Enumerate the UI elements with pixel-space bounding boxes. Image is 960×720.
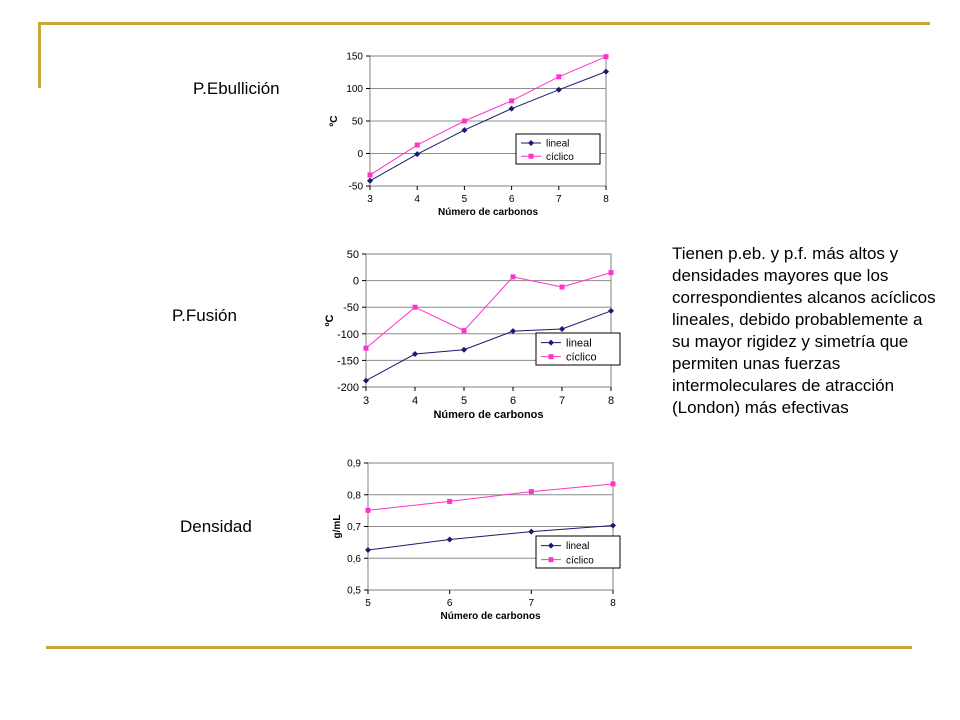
data-point (560, 284, 565, 289)
x-tick-label: 7 (558, 395, 566, 407)
y-axis-title: ºC (329, 115, 340, 127)
legend-marker (529, 154, 534, 159)
x-tick-label: 5 (461, 194, 468, 205)
y-tick-label: -50 (348, 181, 363, 193)
data-point (609, 270, 614, 275)
x-axis-title: Número de carbonos (440, 611, 541, 622)
x-tick-label: 5 (365, 598, 371, 609)
y-tick-label: 50 (346, 248, 359, 261)
legend-label: cíclico (546, 151, 574, 163)
boiling-point-chart (318, 50, 628, 232)
legend-label: cíclico (566, 555, 594, 567)
y-tick-label: 0,5 (347, 585, 361, 597)
left-rule (38, 22, 41, 88)
data-point (447, 499, 452, 504)
y-tick-label: 100 (346, 84, 363, 96)
data-point (556, 74, 561, 79)
data-point (462, 328, 467, 333)
x-tick-label: 7 (528, 598, 535, 609)
data-point (509, 98, 514, 103)
x-axis-title: Número de carbonos (433, 409, 544, 421)
y-tick-label: 50 (351, 116, 363, 128)
data-point (413, 305, 418, 310)
x-tick-label: 3 (362, 395, 370, 407)
y-tick-label: 0,7 (347, 522, 361, 534)
x-tick-label: 8 (610, 598, 616, 609)
data-point (529, 489, 534, 494)
x-tick-label: 6 (446, 598, 453, 609)
y-tick-label: 0 (357, 149, 363, 161)
y-tick-label: -100 (336, 328, 359, 341)
x-tick-label: 6 (508, 194, 515, 205)
data-point (611, 481, 616, 486)
boiling-point-chart-svg (318, 50, 628, 232)
data-point (364, 346, 369, 351)
x-tick-label: 8 (603, 194, 609, 205)
density-label: Densidad (180, 517, 252, 536)
data-point (604, 54, 609, 59)
x-tick-label: 8 (607, 395, 615, 407)
legend-label: cíclico (566, 351, 597, 364)
bottom-rule (46, 646, 912, 649)
melting-point-chart-svg (318, 248, 628, 430)
y-tick-label: 0,6 (347, 553, 361, 565)
x-tick-label: 7 (556, 194, 562, 205)
legend-label: lineal (566, 337, 592, 350)
x-axis-title: Número de carbonos (437, 207, 539, 218)
y-tick-label: 0,9 (347, 458, 361, 470)
y-tick-label: 0,8 (347, 490, 361, 502)
data-point (511, 274, 516, 279)
y-tick-label: -50 (343, 302, 359, 315)
top-rule (38, 22, 930, 25)
x-tick-label: 4 (411, 395, 419, 407)
data-point (462, 119, 467, 124)
y-axis-title: ºC (324, 314, 336, 327)
legend-label: lineal (566, 541, 590, 553)
x-tick-label: 4 (414, 194, 420, 205)
boiling-point-label: P.Ebullición (193, 79, 280, 98)
plot-area (366, 254, 611, 387)
melting-point-label: P.Fusión (172, 306, 237, 325)
density-chart (318, 454, 628, 626)
data-point (415, 143, 420, 148)
density-chart-svg (318, 454, 628, 626)
y-tick-label: 0 (352, 275, 359, 288)
legend-label: lineal (546, 138, 570, 150)
x-tick-label: 5 (460, 395, 468, 407)
y-tick-label: 150 (346, 51, 363, 63)
melting-point-chart (318, 248, 628, 430)
data-point (368, 172, 373, 177)
y-tick-label: -150 (336, 355, 359, 368)
legend-marker (549, 557, 554, 562)
explanation-text: Tienen p.eb. y p.f. más altos y densidades mayores que los correspondientes alcanos acíclicos lineales, debido probablemente a su mayor rigidez y simetría que permiten unas fuerzas intermoleculares de atracción (London) más efectivas (672, 244, 936, 417)
y-axis-title: g/mL (332, 514, 343, 539)
y-tick-label: -200 (336, 381, 359, 394)
legend-marker (549, 354, 554, 359)
x-tick-label: 6 (509, 395, 517, 407)
x-tick-label: 3 (367, 194, 373, 205)
data-point (366, 508, 371, 513)
